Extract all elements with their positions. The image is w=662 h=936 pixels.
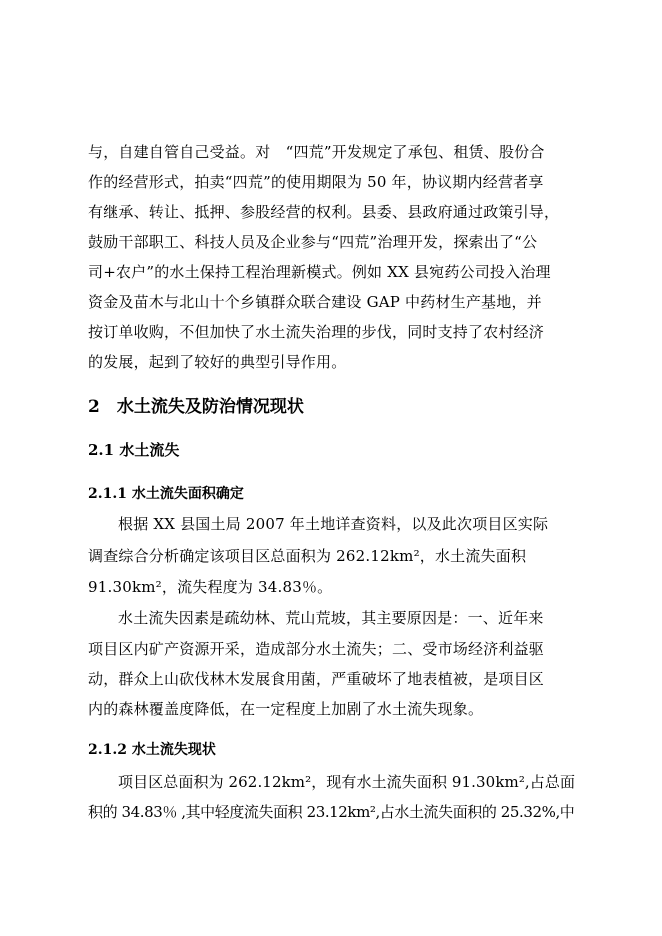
text-line: 项目区内矿产资源开采，造成部分水土流失；二、受市场经济利益驱: [88, 640, 545, 658]
text-line: 积的 34.83％ ,其中轻度流失面积 23.12km²,占水土流失面积的 25.32%,中: [88, 803, 575, 821]
text-line: 水土流失因素是疏幼林、荒山荒坡，其主要原因是：一、近年来: [118, 609, 544, 627]
section-heading-2-1: 2.1 水土流失: [88, 441, 180, 459]
text-line: 根据 XX 县国土局 2007 年土地详查资料，以及此次项目区实际: [118, 515, 549, 533]
text-line: 内的森林覆盖度降低，在一定程度上加剧了水土流失现象。: [88, 700, 484, 718]
text-line: 鼓励干部职工、科技人员及企业参与“四荒”治理开发，探索出了“公: [88, 233, 538, 251]
text-line: 有继承、转让、抵押、参股经营的权利。县委、县政府通过政策引导，: [88, 203, 560, 221]
section-heading-2-1-1: 2.1.1 水土流失面积确定: [88, 486, 244, 502]
text-line: 调查综合分析确定该项目区总面积为 262.12km²，水土流失面积: [88, 547, 527, 565]
text-line: 资金及苗木与北山十个乡镇群众联合建设 GAP 中药材生产基地，并: [88, 293, 542, 311]
text-line: 与，自建自管自己受益。对 “四荒”开发规定了承包、租赁、股份合: [88, 143, 545, 161]
text-line: 项目区总面积为 262.12km²，现有水土流失面积 91.30km²,占总面: [118, 773, 576, 791]
text-line: 司+农户”的水土保持工程治理新模式。例如 XX 县宛药公司投入治理: [88, 263, 551, 281]
text-line: 91.30km²，流失程度为 34.83％。: [88, 578, 333, 596]
text-line: 的发展，起到了较好的典型引导作用。: [88, 353, 347, 371]
text-line: 按订单收购，不但加快了水土流失治理的步伐，同时支持了农村经济: [88, 323, 545, 341]
section-heading-2-1-2: 2.1.2 水土流失现状: [88, 742, 216, 758]
text-line: 作的经营形式，拍卖“四荒”的使用期限为 50 年，协议期内经营者享: [88, 173, 544, 191]
text-line: 动，群众上山砍伐林木发展食用菌，严重破坏了地表植被，是项目区: [88, 670, 545, 688]
section-heading-2: 2 水土流失及防治情况现状: [88, 397, 304, 417]
